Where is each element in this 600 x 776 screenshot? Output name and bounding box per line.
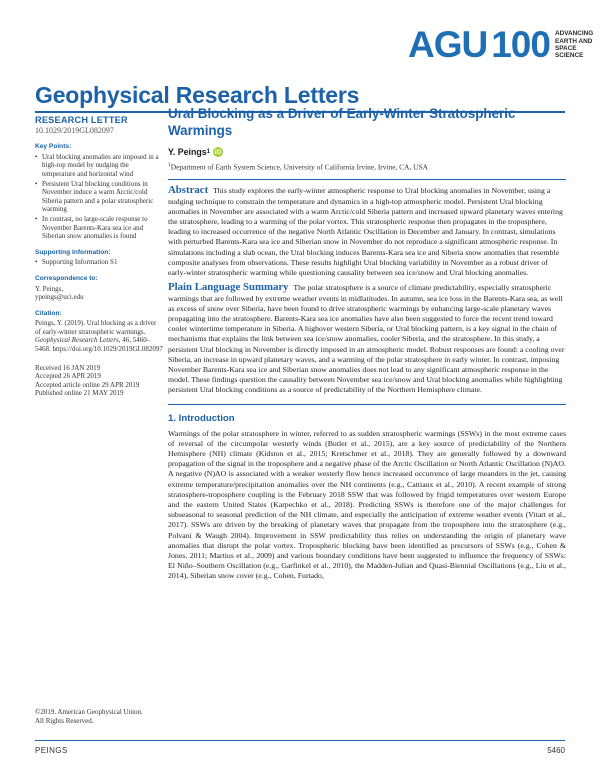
agu-logo-number: 100 — [491, 23, 550, 65]
author-affil-sup: 1 — [206, 149, 210, 155]
footer-author: PEINGS — [35, 746, 68, 755]
agu-tagline-line-1: ADVANCING — [554, 30, 594, 38]
agu-logo-text: AGU — [408, 23, 488, 65]
introduction-text: Warmings of the polar stratosphere in winter, referred to as sudden stratospheric warmings (SSWs) in the most extreme cases of reversal of the circumpolar westerly winds (Butler et al., 2015), are a key source of predictability of the Northern Hemisphere (NH) climate (Kidston et al., 2015; Kretschmer et al., 2018). They are generally followed by a downward propagation of the signal in the troposphere and a negative phase of the Arctic Oscillation or North Atlantic Oscillation (N)AO. A negative (N)AO is associated with a weaker westerly flow hence increased occurrence of large meanders in the jet, causing extreme temperature/precipitation anomalies over the NH continents (e.g., Cattiaux et al., 2010). A recent example of strong stratosphere-troposphere coupling is the February 2018 SSW that was followed by frigid temperatures over western Europe and the eastern United States (Karpechko et al., 2018). Predicting SSWs is therefore one of the major challenges for subseasonal to seasonal prediction of the NH climate, and especially the anticipation of extreme weather events (Vitart et al., 2017). SSWs are driven by the breaking of planetary waves that propagate from the troposphere into the stratosphere (e.g., Polvani & Waugh 2004). Improvement in SSW predictability thus relies on understanding the origin of planetary wave anomalies that disrupt the polar vortex. Tropospheric blocking have been identified as precursors of SSWs (e.g., Cohen & Jones, 2011; Martius et al., 2009) and various boundary conditions have been suggested to influence the frequency of SSWs: El Niño–Southern Oscillation (e.g., Garfinkel et al., 2010), the Madden-Julian and Quasi-Biennial Oscillations (e.g., Liu et al., 2014), Siberian snow cover (e.g., Cohen, Furtado, — [168, 428, 566, 581]
sidebar — [35, 114, 163, 398]
article-doi[interactable]: 10.1029/2019GL082097 — [35, 125, 114, 135]
date-received: Received 16 JAN 2019 — [35, 363, 101, 372]
pls-label: Plain Language Summary — [168, 281, 289, 294]
agu-logo — [408, 22, 600, 66]
agu-logo-tagline — [555, 30, 600, 60]
citation-ref[interactable]: , 46, 5460–5468. https://doi.org/10.1029/2019GL082097 — [35, 336, 163, 354]
date-accepted: Accepted 26 APR 2019 — [35, 372, 101, 381]
abstract-text: This study explores the early-winter atmospheric response to Ural blocking anomalies in November, using a nudging technique to constrain the temperature and dynamics in a high-top atmospheric model. Persistent Ural blocking anomalies in November are associated with a warm Arctic/cold Siberia pattern and increased upward planetary waves entering the stratosphere, leading to a warming of the polar vortex. This stratospheric response then propagates in the troposphere, leading to increased occurrence of the negative North Atlantic Oscillation in December and January. In contrast, simulations with perturbed Barents-Kara sea ice and Siberian snow in November do not reproduce a significant atmospheric response. In simulations including a slab ocean, the Ural blocking induces Barents-Kara sea ice and Siberia snow anomalies that resemble composite analyses from observations. These results highlight Ural blocking variability in November as a robust driver of early-winter stratospheric warming while questioning causality between sea ice/snow and Ural blocking anomalies. — [168, 186, 563, 278]
agu-tagline-line-3: SPACE SCIENCE — [554, 45, 584, 60]
paper-title: Ural Blocking as a Driver of Early-Winter Stratospheric Warmings — [168, 106, 516, 138]
supporting-info-list — [35, 258, 163, 267]
key-point-item: • Ural blocking anomalies are imposed in a high-top model by nudging the temperature and horizontal wind — [35, 153, 163, 179]
footer-page-number: 5460 — [547, 746, 565, 755]
citation-main: Peings, Y. (2019). Ural blocking as a driver of early-winter stratospheric warmings. — [35, 319, 157, 336]
citation-journal: Geophysical Research Letters — [35, 336, 119, 345]
supporting-info-heading: Supporting Information: — [35, 248, 111, 256]
affiliation-text: Department of Earth System Science, University of California Irvine, Irvine, CA, USA — [170, 162, 428, 172]
pls-text: The polar stratosphere is a source of climate predictability, especially stratospheric warmings that are followed by extreme weather events in midlatitudes. In autumn, sea ice loss in the Barents-Kara sea, as well as excess of snow over Siberia, have been found to drive stratospheric warmings by enhancing large-scale planetary waves propagating into the stratosphere. Barents-Kara sea ice anomalies have also been suggested to force the recent trend toward cooler wintertime temperature in Siberia. A highover western Siberia, or Ural blocking pattern, is a key signal in the chain of mechanisms that explains the link between sea ice/snow anomalies, cooler Siberia, and the stratosphere. In this study, a persistent Ural blocking in November is directly imposed in an atmospheric model. Robust responses are found: a cooling over Siberia, an increase in upward planetary waves, and a warming of the polar stratosphere in early winter. In contrast, imposing November Barents-Kara sea ice and Siberian snow anomalies does not lead to any significant atmospheric response in the model. These findings question the causality between November sea ice/snow and Ural blocking anomalies while highlighting persistent Ural blocking conditions as a source of predictability of the Northern Hemisphere climate. — [168, 283, 565, 395]
orcid-icon[interactable]: iD — [214, 148, 222, 156]
article-type: RESEARCH LETTER — [35, 115, 128, 125]
agu-tagline-line-2: EARTH AND — [554, 37, 593, 45]
abstract — [168, 185, 566, 278]
affiliation-sup: 1 — [168, 162, 171, 168]
abstract-label: Abstract — [168, 184, 209, 197]
supporting-info-link[interactable]: • Supporting Information S1 — [35, 258, 163, 267]
key-point-item: • In contrast, no large-scale response to November Barents-Kara sea ice and Siberian snow anomalies is found — [35, 215, 163, 241]
author-line — [168, 147, 566, 157]
plain-language-summary — [168, 282, 566, 395]
section-heading-introduction: 1. Introduction — [168, 412, 235, 424]
date-published: Published online 21 MAY 2019 — [35, 389, 124, 398]
key-points-heading: Key Points: — [35, 143, 72, 151]
copyright — [35, 708, 165, 725]
copyright-line-1: ©2019. American Geophysical Union. — [35, 708, 143, 716]
article-dates — [35, 364, 163, 398]
agu-logo-mark — [408, 23, 550, 65]
date-online: Accepted article online 29 APR 2019 — [35, 380, 140, 389]
journal-title: Geophysical Research Letters — [35, 82, 360, 108]
affiliation — [168, 162, 566, 171]
citation-text — [35, 319, 163, 353]
citation-heading: Citation: — [35, 309, 62, 317]
section-divider — [168, 404, 566, 405]
key-points-list — [35, 153, 163, 241]
main-column — [168, 106, 566, 582]
abstract-divider — [168, 179, 566, 180]
correspondence-name: Y. Peings, — [35, 284, 64, 293]
footer-divider — [35, 740, 565, 741]
key-point-item: • Persistent Ural blocking conditions in November induce a warm Arctic/cold Siberia pattern and a polar stratospheric warming — [35, 180, 163, 214]
author-name: Y. Peings — [168, 147, 207, 157]
correspondence-email[interactable]: ypeings@uci.edu — [35, 293, 84, 302]
copyright-line-2: All Rights Reserved. — [35, 716, 94, 725]
correspondence-heading: Correspondence to: — [35, 274, 98, 282]
